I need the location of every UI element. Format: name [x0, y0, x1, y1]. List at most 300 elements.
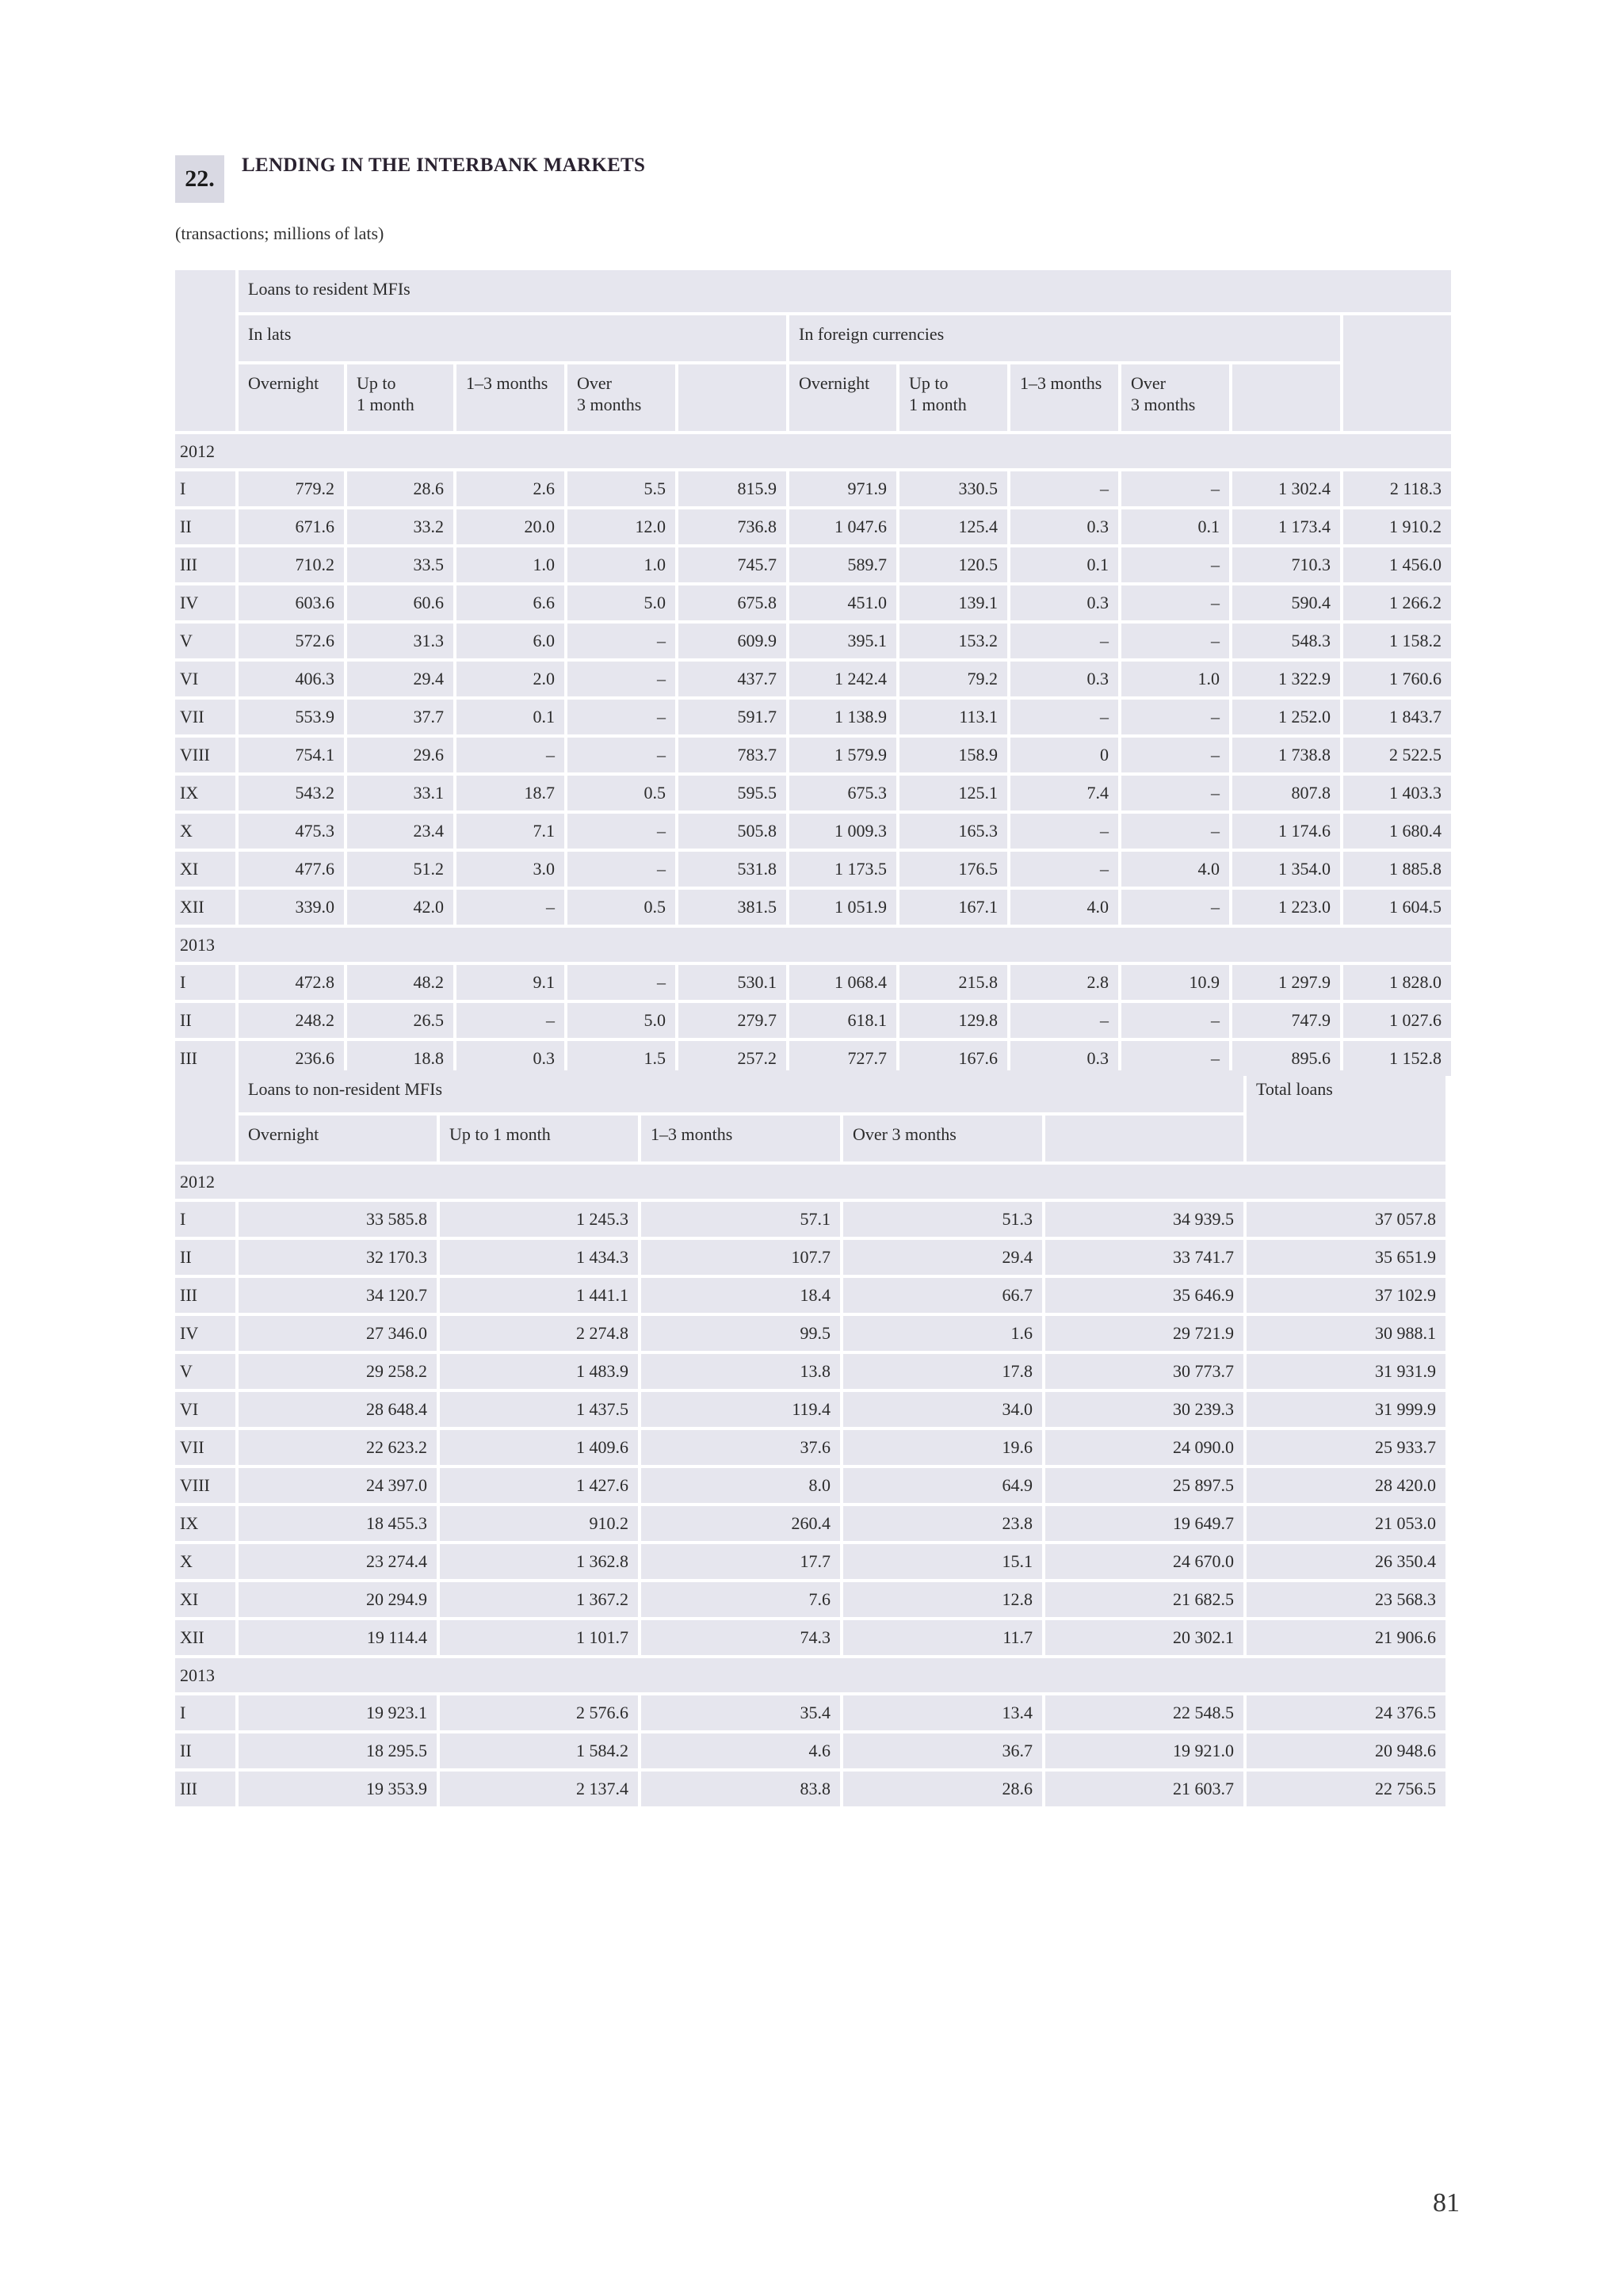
- table-cell: –: [1010, 814, 1118, 849]
- table-cell: 2.0: [456, 662, 564, 696]
- table-cell: 21 682.5: [1045, 1582, 1243, 1617]
- table-cell: 895.6: [1232, 1041, 1340, 1076]
- table-cell: 27 346.0: [239, 1316, 437, 1351]
- table-cell: –: [1121, 814, 1229, 849]
- table-cell: –: [567, 814, 675, 849]
- table-row: [175, 852, 1451, 887]
- table-cell: –: [567, 738, 675, 772]
- table-row: [175, 1392, 1445, 1427]
- table-cell: 1 738.8: [1232, 738, 1340, 772]
- table-cell: 1 068.4: [789, 965, 896, 1000]
- table-cell: 1 680.4: [1343, 814, 1451, 849]
- table-cell: –: [1010, 471, 1118, 506]
- table-subtitle: (transactions; millions of lats): [175, 223, 384, 243]
- table-cell: 34.0: [843, 1392, 1042, 1427]
- col-over-3-months-lats: Over 3 months: [567, 364, 675, 431]
- month-label: III: [175, 1278, 235, 1313]
- table-cell: 1 409.6: [440, 1430, 638, 1465]
- table-cell: 1.5: [567, 1041, 675, 1076]
- table-cell: 6.0: [456, 624, 564, 658]
- table-cell: 1.0: [1121, 662, 1229, 696]
- month-label: III: [175, 1772, 235, 1806]
- year-row-label: 2012: [175, 1165, 1445, 1199]
- month-label: II: [175, 1003, 235, 1038]
- month-label: I: [175, 965, 235, 1000]
- table-cell: 74.3: [641, 1620, 840, 1655]
- month-label: VI: [175, 1392, 235, 1427]
- table-cell: 26.5: [347, 1003, 453, 1038]
- month-label: VIII: [175, 1468, 235, 1503]
- table-cell: 28 648.4: [239, 1392, 437, 1427]
- table-row: [175, 624, 1451, 658]
- col-overnight-fx: Overnight: [789, 364, 896, 431]
- table-cell: 1 174.6: [1232, 814, 1340, 849]
- month-label: IV: [175, 585, 235, 620]
- table-cell: 28.6: [347, 471, 453, 506]
- table-cell: 339.0: [239, 890, 344, 925]
- table-cell: 22 756.5: [1247, 1772, 1445, 1806]
- table-cell: 33.2: [347, 509, 453, 544]
- table-cell: 19.6: [843, 1430, 1042, 1465]
- table-cell: 1 437.5: [440, 1392, 638, 1427]
- table-cell: 51.2: [347, 852, 453, 887]
- table-cell: 25 897.5: [1045, 1468, 1243, 1503]
- table-cell: 4.6: [641, 1733, 840, 1768]
- table-cell: 1 158.2: [1343, 624, 1451, 658]
- table-cell: 1 483.9: [440, 1354, 638, 1389]
- table-cell: 18 455.3: [239, 1506, 437, 1541]
- table-cell: 2.8: [1010, 965, 1118, 1000]
- non-resident-mfi-loans-table: [172, 1067, 1449, 1810]
- table-cell: 19 649.7: [1045, 1506, 1243, 1541]
- table-cell: 66.7: [843, 1278, 1042, 1313]
- table-cell: 0.3: [1010, 509, 1118, 544]
- table-cell: 35.4: [641, 1695, 840, 1730]
- table-cell: 24 397.0: [239, 1468, 437, 1503]
- table-cell: 10.9: [1121, 965, 1229, 1000]
- table-cell: 257.2: [678, 1041, 786, 1076]
- table-cell: 51.3: [843, 1202, 1042, 1237]
- table-cell: 1 051.9: [789, 890, 896, 925]
- table-cell: 671.6: [239, 509, 344, 544]
- table-row: [175, 1733, 1445, 1768]
- table-cell: –: [456, 738, 564, 772]
- table-cell: 618.1: [789, 1003, 896, 1038]
- table-cell: 1 009.3: [789, 814, 896, 849]
- table-cell: 28 420.0: [1247, 1468, 1445, 1503]
- table-cell: 1 245.3: [440, 1202, 638, 1237]
- total-loans-header: Total loans: [1247, 1070, 1445, 1161]
- col-non-resident-total: [1045, 1116, 1243, 1161]
- table-cell: 24 090.0: [1045, 1430, 1243, 1465]
- table-cell: 783.7: [678, 738, 786, 772]
- month-label: V: [175, 1354, 235, 1389]
- table-cell: 64.9: [843, 1468, 1042, 1503]
- table-cell: 1 173.5: [789, 852, 896, 887]
- table-cell: 57.1: [641, 1202, 840, 1237]
- table-cell: 531.8: [678, 852, 786, 887]
- table-cell: 18 295.5: [239, 1733, 437, 1768]
- col-up-to-1-month-fx: Up to 1 month: [899, 364, 1007, 431]
- col-1-3-months-lats: 1–3 months: [456, 364, 564, 431]
- table-cell: 1 910.2: [1343, 509, 1451, 544]
- table-cell: 543.2: [239, 776, 344, 810]
- table-cell: 595.5: [678, 776, 786, 810]
- table-cell: 603.6: [239, 585, 344, 620]
- month-label: XI: [175, 1582, 235, 1617]
- table-row: [175, 547, 1451, 582]
- table-cell: 29 258.2: [239, 1354, 437, 1389]
- table-cell: 1 354.0: [1232, 852, 1340, 887]
- table-cell: 107.7: [641, 1240, 840, 1275]
- table-cell: –: [567, 662, 675, 696]
- table-cell: 779.2: [239, 471, 344, 506]
- month-label: VIII: [175, 738, 235, 772]
- col-lats-total: [678, 364, 786, 431]
- month-label: X: [175, 814, 235, 849]
- table-cell: –: [567, 965, 675, 1000]
- in-lats-header: In lats: [239, 315, 786, 361]
- table-cell: 1 367.2: [440, 1582, 638, 1617]
- month-label: IX: [175, 776, 235, 810]
- col-overnight-lats: Overnight: [239, 364, 344, 431]
- table-cell: 29.6: [347, 738, 453, 772]
- table-cell: 29 721.9: [1045, 1316, 1243, 1351]
- resident-mfi-header: Loans to resident MFIs: [239, 270, 1451, 312]
- table-cell: 807.8: [1232, 776, 1340, 810]
- table-cell: 31.3: [347, 624, 453, 658]
- table-cell: 167.1: [899, 890, 1007, 925]
- table-cell: 113.1: [899, 700, 1007, 734]
- in-foreign-currencies-header: In foreign currencies: [789, 315, 1340, 361]
- table-row: [175, 965, 1451, 1000]
- table-cell: 20 294.9: [239, 1582, 437, 1617]
- table-cell: 1 403.3: [1343, 776, 1451, 810]
- table-cell: 37 102.9: [1247, 1278, 1445, 1313]
- table-cell: 13.4: [843, 1695, 1042, 1730]
- table-cell: 24 670.0: [1045, 1544, 1243, 1579]
- table-cell: 125.4: [899, 509, 1007, 544]
- table-cell: –: [567, 852, 675, 887]
- table-cell: 99.5: [641, 1316, 840, 1351]
- table-cell: 477.6: [239, 852, 344, 887]
- table-cell: 0.3: [1010, 1041, 1118, 1076]
- table-cell: 153.2: [899, 624, 1007, 658]
- table-cell: 30 988.1: [1247, 1316, 1445, 1351]
- month-label: XI: [175, 852, 235, 887]
- table-row: [175, 1278, 1445, 1313]
- table-cell: 18.7: [456, 776, 564, 810]
- month-label: I: [175, 1202, 235, 1237]
- table-row: [175, 1582, 1445, 1617]
- table-cell: 15.1: [843, 1544, 1042, 1579]
- month-label: I: [175, 1695, 235, 1730]
- table-cell: 167.6: [899, 1041, 1007, 1076]
- table-row: [175, 1240, 1445, 1275]
- table-cell: 406.3: [239, 662, 344, 696]
- table-row: [175, 1544, 1445, 1579]
- header-corner: [175, 270, 235, 431]
- table-cell: 260.4: [641, 1506, 840, 1541]
- table-row: [175, 1695, 1445, 1730]
- page-number: 81: [1433, 2188, 1460, 2218]
- table-cell: 0.5: [567, 890, 675, 925]
- table-cell: 8.0: [641, 1468, 840, 1503]
- table-cell: 530.1: [678, 965, 786, 1000]
- table-cell: 0.3: [456, 1041, 564, 1076]
- month-label: VI: [175, 662, 235, 696]
- table-cell: 13.8: [641, 1354, 840, 1389]
- table-cell: 2 118.3: [1343, 471, 1451, 506]
- col-overnight: Overnight: [239, 1116, 437, 1161]
- month-label: IV: [175, 1316, 235, 1351]
- table-cell: 591.7: [678, 700, 786, 734]
- table-cell: 3.0: [456, 852, 564, 887]
- table-cell: 1 297.9: [1232, 965, 1340, 1000]
- col-fx-total: [1232, 364, 1340, 431]
- table-cell: –: [1010, 1003, 1118, 1038]
- table-cell: 675.3: [789, 776, 896, 810]
- table-cell: 35 651.9: [1247, 1240, 1445, 1275]
- table-cell: 165.3: [899, 814, 1007, 849]
- table-cell: 548.3: [1232, 624, 1340, 658]
- month-label: II: [175, 1733, 235, 1768]
- table-cell: 2 137.4: [440, 1772, 638, 1806]
- table-cell: 7.6: [641, 1582, 840, 1617]
- table-cell: 2.6: [456, 471, 564, 506]
- table-cell: 2 274.8: [440, 1316, 638, 1351]
- table-cell: 2 576.6: [440, 1695, 638, 1730]
- table-cell: 971.9: [789, 471, 896, 506]
- header-blank: [1343, 315, 1451, 431]
- table-cell: 22 623.2: [239, 1430, 437, 1465]
- table-cell: 19 923.1: [239, 1695, 437, 1730]
- table-cell: 505.8: [678, 814, 786, 849]
- table-cell: 20 302.1: [1045, 1620, 1243, 1655]
- table-cell: 395.1: [789, 624, 896, 658]
- month-label: XII: [175, 890, 235, 925]
- table-cell: 176.5: [899, 852, 1007, 887]
- table-row: [175, 1620, 1445, 1655]
- table-row: [175, 509, 1451, 544]
- table-cell: 1 252.0: [1232, 700, 1340, 734]
- table-cell: 17.8: [843, 1354, 1042, 1389]
- table-cell: 1 760.6: [1343, 662, 1451, 696]
- col-up-to-1-month: Up to 1 month: [440, 1116, 638, 1161]
- table-cell: 747.9: [1232, 1003, 1340, 1038]
- table-cell: 437.7: [678, 662, 786, 696]
- table-cell: 4.0: [1121, 852, 1229, 887]
- col-over-3-months-fx: Over 3 months: [1121, 364, 1229, 431]
- table-cell: –: [1121, 738, 1229, 772]
- table-cell: 26 350.4: [1247, 1544, 1445, 1579]
- table-row: [175, 890, 1451, 925]
- table-cell: 37 057.8: [1247, 1202, 1445, 1237]
- table-cell: 21 603.7: [1045, 1772, 1243, 1806]
- table-cell: –: [1010, 700, 1118, 734]
- table-cell: 1 027.6: [1343, 1003, 1451, 1038]
- table-cell: 475.3: [239, 814, 344, 849]
- table-cell: 17.7: [641, 1544, 840, 1579]
- table-cell: 1 885.8: [1343, 852, 1451, 887]
- table-cell: 0.1: [456, 700, 564, 734]
- table-cell: 24 376.5: [1247, 1695, 1445, 1730]
- table-row: [175, 738, 1451, 772]
- month-label: X: [175, 1544, 235, 1579]
- table-cell: –: [567, 700, 675, 734]
- month-label: IX: [175, 1506, 235, 1541]
- table-cell: 1 604.5: [1343, 890, 1451, 925]
- table-cell: 815.9: [678, 471, 786, 506]
- table-cell: 609.9: [678, 624, 786, 658]
- col-1-3-months-fx: 1–3 months: [1010, 364, 1118, 431]
- col-1-3-months: 1–3 months: [641, 1116, 840, 1161]
- table-cell: 37.6: [641, 1430, 840, 1465]
- table-row: [175, 1506, 1445, 1541]
- table-cell: 7.1: [456, 814, 564, 849]
- table-cell: 4.0: [1010, 890, 1118, 925]
- month-label: XII: [175, 1620, 235, 1655]
- table-row: [175, 776, 1451, 810]
- table-cell: 129.8: [899, 1003, 1007, 1038]
- table-cell: 6.6: [456, 585, 564, 620]
- table-cell: 1 362.8: [440, 1544, 638, 1579]
- table-cell: 0.3: [1010, 662, 1118, 696]
- table-cell: –: [1121, 585, 1229, 620]
- table-cell: 33.1: [347, 776, 453, 810]
- table-cell: 381.5: [678, 890, 786, 925]
- table-cell: 0.5: [567, 776, 675, 810]
- table-cell: 23.4: [347, 814, 453, 849]
- table-row: [175, 585, 1451, 620]
- table-cell: 42.0: [347, 890, 453, 925]
- table-cell: 33.5: [347, 547, 453, 582]
- table-row: [175, 1772, 1445, 1806]
- table-cell: 158.9: [899, 738, 1007, 772]
- table-cell: 1.0: [456, 547, 564, 582]
- month-label: VII: [175, 1430, 235, 1465]
- table-cell: 1 266.2: [1343, 585, 1451, 620]
- table-row: [175, 662, 1451, 696]
- non-resident-mfi-header: Loans to non-resident MFIs: [239, 1070, 1243, 1112]
- table-row: [175, 700, 1451, 734]
- table-cell: 25 933.7: [1247, 1430, 1445, 1465]
- table-cell: 1 302.4: [1232, 471, 1340, 506]
- table-cell: 1 843.7: [1343, 700, 1451, 734]
- table-cell: 1.6: [843, 1316, 1042, 1351]
- table-row: [175, 471, 1451, 506]
- table-cell: 1 173.4: [1232, 509, 1340, 544]
- table-cell: 1 441.1: [440, 1278, 638, 1313]
- table-cell: 0.1: [1121, 509, 1229, 544]
- table-cell: 736.8: [678, 509, 786, 544]
- table-cell: 125.1: [899, 776, 1007, 810]
- table-cell: 12.0: [567, 509, 675, 544]
- table-cell: 1 138.9: [789, 700, 896, 734]
- table-cell: 20.0: [456, 509, 564, 544]
- table-cell: 20 948.6: [1247, 1733, 1445, 1768]
- month-label: III: [175, 1041, 235, 1076]
- table-cell: –: [1121, 1041, 1229, 1076]
- table-cell: –: [1121, 1003, 1229, 1038]
- table-cell: 33 585.8: [239, 1202, 437, 1237]
- table-row: [175, 1316, 1445, 1351]
- table-cell: 19 921.0: [1045, 1733, 1243, 1768]
- table-cell: 18.4: [641, 1278, 840, 1313]
- table-cell: 1 242.4: [789, 662, 896, 696]
- table-cell: 11.7: [843, 1620, 1042, 1655]
- table-cell: 451.0: [789, 585, 896, 620]
- table-cell: –: [1010, 852, 1118, 887]
- table-cell: 12.8: [843, 1582, 1042, 1617]
- table-row: [175, 1202, 1445, 1237]
- table-cell: –: [456, 890, 564, 925]
- table-cell: 745.7: [678, 547, 786, 582]
- table-cell: –: [1121, 700, 1229, 734]
- table-cell: 31 999.9: [1247, 1392, 1445, 1427]
- table-cell: 29.4: [843, 1240, 1042, 1275]
- table-cell: 0.3: [1010, 585, 1118, 620]
- col-over-3-months: Over 3 months: [843, 1116, 1042, 1161]
- table-cell: 675.8: [678, 585, 786, 620]
- table-cell: 7.4: [1010, 776, 1118, 810]
- table-cell: 34 120.7: [239, 1278, 437, 1313]
- table-cell: 1 047.6: [789, 509, 896, 544]
- table-cell: 910.2: [440, 1506, 638, 1541]
- section-number: 22.: [175, 155, 224, 203]
- table-cell: 60.6: [347, 585, 453, 620]
- table-cell: 36.7: [843, 1733, 1042, 1768]
- table-cell: 236.6: [239, 1041, 344, 1076]
- table-cell: 330.5: [899, 471, 1007, 506]
- resident-mfi-loans-table: [172, 267, 1454, 1079]
- table-cell: 1 579.9: [789, 738, 896, 772]
- table-row: [175, 814, 1451, 849]
- table-cell: 5.0: [567, 1003, 675, 1038]
- year-row-label: 2013: [175, 1658, 1445, 1692]
- table-cell: –: [456, 1003, 564, 1038]
- table-cell: 139.1: [899, 585, 1007, 620]
- table-cell: 18.8: [347, 1041, 453, 1076]
- table-cell: 83.8: [641, 1772, 840, 1806]
- table-cell: 23 274.4: [239, 1544, 437, 1579]
- table-cell: 29.4: [347, 662, 453, 696]
- table-cell: 248.2: [239, 1003, 344, 1038]
- table-cell: 0: [1010, 738, 1118, 772]
- table-cell: –: [1010, 624, 1118, 658]
- table-row: [175, 1430, 1445, 1465]
- month-label: II: [175, 509, 235, 544]
- table-cell: 79.2: [899, 662, 1007, 696]
- table-row: [175, 1354, 1445, 1389]
- table-cell: 34 939.5: [1045, 1202, 1243, 1237]
- table-cell: 30 239.3: [1045, 1392, 1243, 1427]
- table-cell: 754.1: [239, 738, 344, 772]
- table-cell: 1 584.2: [440, 1733, 638, 1768]
- year-row-label: 2012: [175, 434, 1451, 468]
- table-cell: 727.7: [789, 1041, 896, 1076]
- table-cell: 5.0: [567, 585, 675, 620]
- table-cell: 19 353.9: [239, 1772, 437, 1806]
- month-label: I: [175, 471, 235, 506]
- table-cell: 23 568.3: [1247, 1582, 1445, 1617]
- table-cell: 37.7: [347, 700, 453, 734]
- header-corner: [175, 1070, 235, 1161]
- table-cell: 19 114.4: [239, 1620, 437, 1655]
- table-cell: –: [1121, 547, 1229, 582]
- table-cell: 589.7: [789, 547, 896, 582]
- table-cell: 1 434.3: [440, 1240, 638, 1275]
